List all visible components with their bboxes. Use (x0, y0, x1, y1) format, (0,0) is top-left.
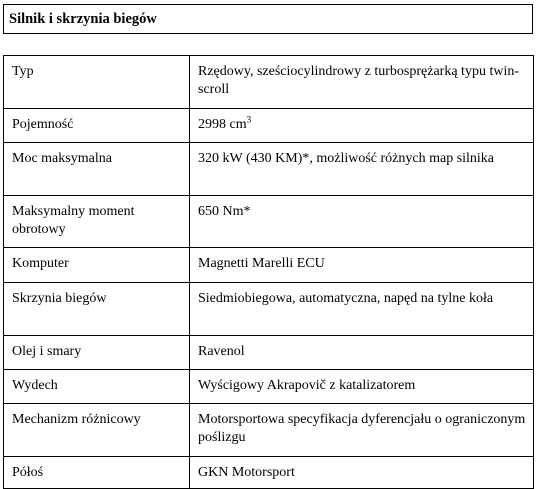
spec-label: Półoś (4, 457, 190, 489)
spec-row-moc (4, 143, 534, 196)
spec-label: Skrzynia biegów (4, 283, 190, 336)
spec-label: Komputer (4, 248, 190, 283)
spec-value (190, 109, 534, 143)
spec-label: Wydech (4, 370, 190, 404)
spec-value: Magnetti Marelli ECU (190, 248, 534, 283)
spec-table (3, 55, 534, 489)
spec-value: 650 Nm* (190, 196, 534, 248)
spec-label: Mechanizm różnicowy (4, 404, 190, 457)
spec-value: Siedmiobiegowa, automatyczna, napęd na tylne koła (190, 283, 534, 336)
spec-value-text: 2998 cm (198, 117, 247, 132)
spec-label: Pojemność (4, 109, 190, 143)
spec-value-superscript: 3 (246, 114, 252, 125)
spec-value: Rzędowy, sześciocylindrowy z turbosprężarką typu twin-scroll (190, 56, 534, 109)
spec-row-mechanizm (4, 404, 534, 457)
section-title: Silnik i skrzynia biegów (3, 4, 533, 34)
spec-row-skrzynia (4, 283, 534, 336)
spec-value: Wyścigowy Akrapovič z katalizatorem (190, 370, 534, 404)
spec-label: Maksymalny moment obrotowy (4, 196, 190, 248)
spec-row-pojemnosc (4, 109, 534, 143)
spec-label: Moc maksymalna (4, 143, 190, 196)
spec-row-wydech (4, 370, 534, 404)
spec-label: Olej i smary (4, 336, 190, 370)
spec-row-moment (4, 196, 534, 248)
spec-row-polos (4, 457, 534, 489)
spec-value: Ravenol (190, 336, 534, 370)
spec-value: 320 kW (430 KM)*, możliwość różnych map silnika (190, 143, 534, 196)
spec-row-olej (4, 336, 534, 370)
spec-row-typ (4, 56, 534, 109)
spec-row-komputer (4, 248, 534, 283)
spec-label: Typ (4, 56, 190, 109)
spec-value: GKN Motorsport (190, 457, 534, 489)
spec-value: Motorsportowa specyfikacja dyferencjału o ograniczonym poślizgu (190, 404, 534, 457)
